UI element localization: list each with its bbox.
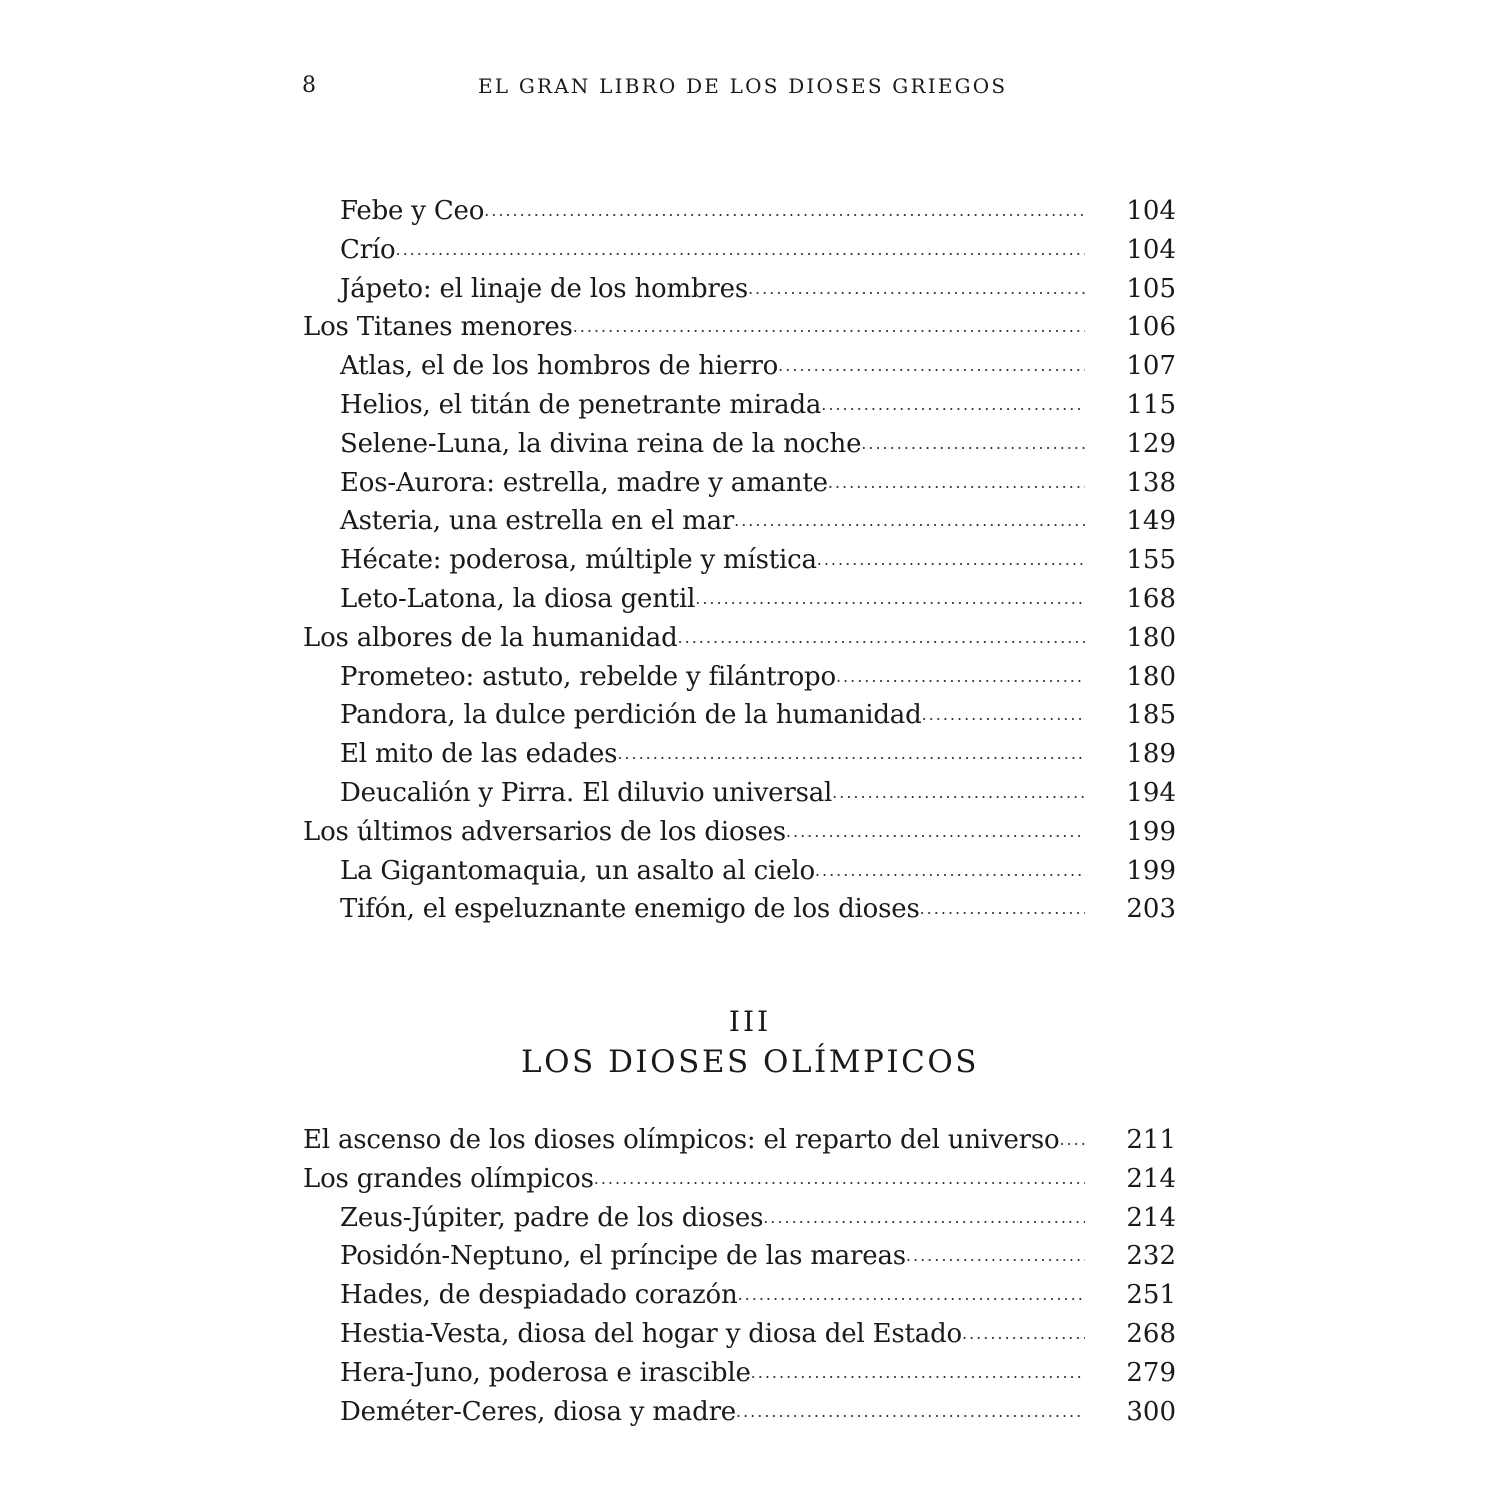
toc-entry xyxy=(303,464,1176,503)
toc-entry-page: 211 xyxy=(1126,1125,1176,1155)
toc-entry-title: Selene-Luna, la divina reina de la noche xyxy=(340,428,862,459)
toc-entry xyxy=(303,1393,1176,1432)
toc-entry-title-wrap xyxy=(303,270,1085,309)
toc-entry-title-wrap xyxy=(303,1121,1085,1160)
part-title: LOS DIOSES OLÍMPICOS xyxy=(520,1044,980,1080)
toc-entry xyxy=(303,308,1176,347)
dot-leader xyxy=(906,1237,1085,1276)
toc-entry-title: Los Titanes menores xyxy=(303,312,573,343)
toc-entry-title: Pandora, la dulce perdición de la humanidad xyxy=(340,700,922,731)
toc-entry-page: 199 xyxy=(1126,855,1176,886)
toc-entry-title: Jápeto: el linaje de los hombres xyxy=(340,273,748,304)
toc-entry xyxy=(303,1199,1176,1238)
page-number: 8 xyxy=(302,73,316,98)
toc-entry-page: 115 xyxy=(1126,389,1176,420)
toc-entry-title-wrap xyxy=(303,580,1085,619)
toc-entry-title-wrap xyxy=(303,1354,1085,1393)
toc-entry-title: Los grandes olímpicos xyxy=(303,1163,594,1194)
toc-entry-title: Zeus-Júpiter, padre de los dioses xyxy=(340,1202,764,1233)
toc-entry-title: Eos-Aurora: estrella, madre y amante xyxy=(340,467,828,498)
toc-entry-title-wrap xyxy=(303,386,1085,425)
toc-entry xyxy=(303,1276,1176,1315)
toc-entry xyxy=(303,1315,1176,1354)
toc-entry xyxy=(303,658,1176,697)
toc-entry-title: Deméter-Ceres, diosa y madre xyxy=(340,1396,736,1427)
toc-entry xyxy=(303,386,1176,425)
toc-entry-title: Atlas, el de los hombros de hierro xyxy=(340,351,779,382)
toc-entry-page: 199 xyxy=(1126,816,1176,847)
toc-entry xyxy=(303,192,1176,231)
dot-leader xyxy=(836,658,1085,697)
toc-entry xyxy=(303,1354,1176,1393)
dot-leader xyxy=(1060,1121,1086,1160)
dot-leader xyxy=(751,1354,1085,1393)
dot-leader xyxy=(815,852,1085,891)
toc-entry-page: 105 xyxy=(1126,273,1176,304)
dot-leader xyxy=(817,541,1085,580)
toc-entry xyxy=(303,425,1176,464)
toc-entry-title-wrap xyxy=(303,425,1085,464)
toc-entry-title: Deucalión y Pirra. El diluvio universal xyxy=(340,777,833,808)
part-numeral: III xyxy=(728,1005,772,1038)
toc-entry-page: 214 xyxy=(1126,1163,1176,1194)
toc-entry-page: 155 xyxy=(1126,545,1176,576)
toc-entry xyxy=(303,813,1176,852)
dot-leader xyxy=(828,464,1085,503)
dot-leader xyxy=(962,1315,1085,1354)
toc-entry xyxy=(303,696,1176,735)
toc-entry-title-wrap xyxy=(303,1160,1085,1199)
toc-entry-page: 104 xyxy=(1126,196,1176,226)
toc-list-part-3 xyxy=(303,1121,1176,1431)
toc-entry-title: El mito de las edades xyxy=(340,739,618,770)
dot-leader xyxy=(748,270,1085,309)
dot-leader xyxy=(763,1199,1085,1238)
toc-entry-title-wrap xyxy=(303,1276,1085,1315)
toc-entry-title-wrap xyxy=(303,308,1085,347)
dot-leader xyxy=(678,619,1085,658)
toc-entry xyxy=(303,541,1176,580)
toc-entry-title: Helios, el titán de penetrante mirada xyxy=(340,389,822,420)
toc-entry-title-wrap xyxy=(303,541,1085,580)
toc-entry xyxy=(303,1121,1176,1160)
toc-entry-page: 168 xyxy=(1126,583,1176,614)
toc-entry xyxy=(303,619,1176,658)
toc-entry-page: 194 xyxy=(1126,777,1176,808)
dot-leader xyxy=(778,347,1085,386)
toc-entry-title: Hades, de despiadado corazón xyxy=(340,1280,738,1311)
toc-entry-title-wrap xyxy=(303,1315,1085,1354)
toc-entry-title: Los últimos adversarios de los dioses xyxy=(303,816,786,847)
dot-leader xyxy=(484,192,1085,231)
toc-entry-page: 189 xyxy=(1126,739,1176,770)
dot-leader xyxy=(821,386,1085,425)
toc-entry-title: Crío xyxy=(340,234,396,265)
toc-entry-title-wrap xyxy=(303,192,1085,231)
toc-entry-title: Asteria, una estrella en el mar xyxy=(340,506,735,537)
toc-entry-title: Hécate: poderosa, múltiple y mística xyxy=(340,545,817,576)
dot-leader xyxy=(573,308,1085,347)
toc-entry-page: 129 xyxy=(1126,428,1176,459)
toc-entry-title-wrap xyxy=(303,774,1085,813)
dot-leader xyxy=(738,1276,1085,1315)
toc-entry-page: 203 xyxy=(1126,894,1176,925)
toc-entry-title-wrap xyxy=(303,1199,1085,1238)
toc-list-part-2 xyxy=(303,192,1176,929)
dot-leader xyxy=(736,1393,1085,1432)
dot-leader xyxy=(922,696,1085,735)
dot-leader xyxy=(861,425,1085,464)
toc-entry-page: 232 xyxy=(1126,1241,1176,1272)
toc-entry-title: Febe y Ceo xyxy=(340,196,485,226)
toc-entry xyxy=(303,1237,1176,1276)
toc-entry-page: 104 xyxy=(1126,234,1176,265)
toc-entry-page: 279 xyxy=(1126,1357,1176,1388)
toc-entry-title-wrap xyxy=(303,464,1085,503)
toc-entry-title-wrap xyxy=(303,852,1085,891)
toc-entry xyxy=(303,735,1176,774)
toc-entry xyxy=(303,231,1176,270)
toc-entry-title-wrap xyxy=(303,619,1085,658)
toc-entry xyxy=(303,347,1176,386)
toc-entry-title: Leto-Latona, la diosa gentil xyxy=(340,583,696,614)
toc-entry-title-wrap xyxy=(303,231,1085,270)
toc-entry-page: 214 xyxy=(1126,1202,1176,1233)
toc-entry-title: Los albores de la humanidad xyxy=(303,622,678,653)
toc-entry-title: Prometeo: astuto, rebelde y filántropo xyxy=(340,661,836,692)
toc-entry-page: 300 xyxy=(1126,1396,1176,1427)
toc-entry-title: Hestia-Vesta, diosa del hogar y diosa del Estado xyxy=(340,1318,962,1349)
toc-entry xyxy=(303,1160,1176,1199)
dot-leader xyxy=(617,735,1085,774)
toc-entry xyxy=(303,502,1176,541)
toc-entry-title-wrap xyxy=(303,813,1085,852)
dot-leader xyxy=(734,502,1085,541)
toc-entry xyxy=(303,890,1176,929)
toc-entry-title: Tifón, el espeluznante enemigo de los dioses xyxy=(340,894,920,925)
toc-entry-title-wrap xyxy=(303,658,1085,697)
toc-entry-page: 107 xyxy=(1126,351,1176,382)
toc-entry-title-wrap xyxy=(303,1393,1085,1432)
toc-entry-title-wrap xyxy=(303,502,1085,541)
toc-entry-page: 185 xyxy=(1126,700,1176,731)
toc-entry-page: 106 xyxy=(1126,312,1176,343)
dot-leader xyxy=(832,774,1085,813)
toc-entry-title-wrap xyxy=(303,890,1085,929)
toc-entry-title-wrap xyxy=(303,1237,1085,1276)
toc-entry-page: 138 xyxy=(1126,467,1176,498)
dot-leader xyxy=(920,890,1085,929)
toc-entry xyxy=(303,774,1176,813)
toc-entry-title: Posidón-Neptuno, el príncipe de las mareas xyxy=(340,1241,906,1272)
dot-leader xyxy=(396,231,1086,270)
toc-entry-title-wrap xyxy=(303,347,1085,386)
toc-entry xyxy=(303,852,1176,891)
toc-entry-page: 180 xyxy=(1126,661,1176,692)
dot-leader xyxy=(594,1160,1085,1199)
toc-entry-title-wrap xyxy=(303,735,1085,774)
toc-entry-title: La Gigantomaquia, un asalto al cielo xyxy=(340,855,815,886)
toc-entry-page: 149 xyxy=(1126,506,1176,537)
toc-entry-title: El ascenso de los dioses olímpicos: el reparto del universo xyxy=(303,1125,1060,1155)
dot-leader xyxy=(786,813,1085,852)
toc-entry-title: Hera-Juno, poderosa e irascible xyxy=(340,1357,751,1388)
dot-leader xyxy=(695,580,1085,619)
toc-entry-page: 268 xyxy=(1126,1318,1176,1349)
toc-entry xyxy=(303,580,1176,619)
toc-entry-page: 180 xyxy=(1126,622,1176,653)
toc-entry-title-wrap xyxy=(303,696,1085,735)
book-title: EL GRAN LIBRO DE LOS DIOSES GRIEGOS xyxy=(478,74,1008,98)
toc-entry xyxy=(303,270,1176,309)
toc-entry-page: 251 xyxy=(1126,1280,1176,1311)
running-head xyxy=(0,70,1500,104)
